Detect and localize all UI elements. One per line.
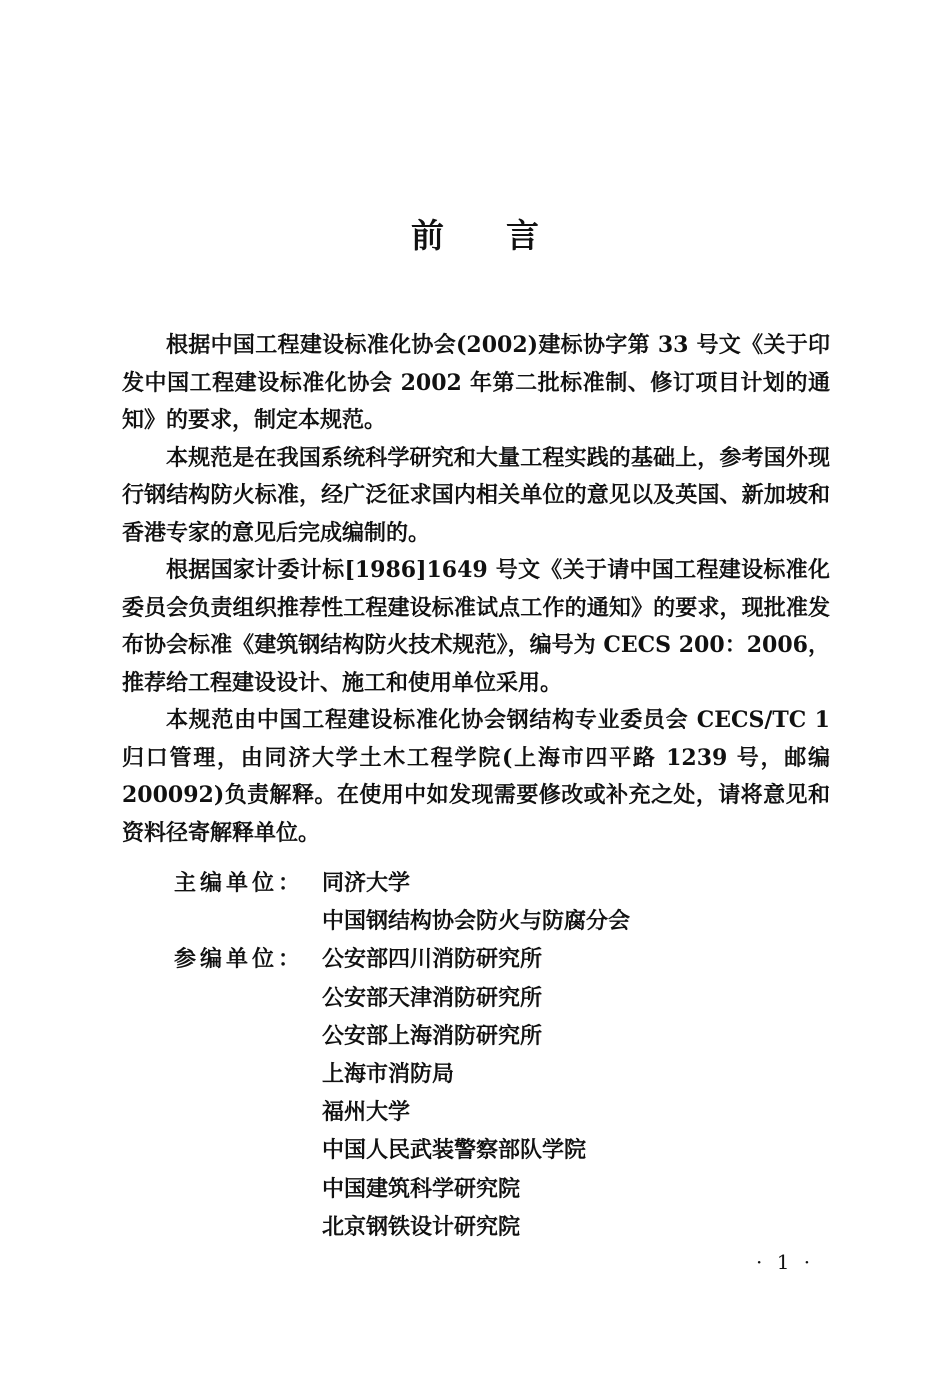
paragraph: 本规范是在我国系统科学研究和大量工程实践的基础上，参考国外现行钢结构防火标准，经广泛征求国内相关单位的意见以及英国、新加坡和香港专家的意见后完成编制的。: [122, 444, 830, 546]
participating-units-label: 参编单位：: [174, 946, 305, 973]
chief-units: [122, 864, 830, 940]
unit-item: 公安部四川消防研究所: [322, 946, 543, 973]
units-section: [122, 864, 830, 1246]
chief-units-label: 主编单位：: [174, 870, 305, 896]
unit-item: 公安部上海消防研究所: [322, 1022, 543, 1049]
paragraph: 根据国家计委计标[1986]1649 号文《关于请中国工程建设标准化委员会负责组织推荐性工程建设标准试点工作的通知》的要求，现批准发布协会标准《建筑钢结构防火技术规范》，编号为 CECS 200：2006，推荐给工程建设设计、施工和使用单位采用。: [122, 557, 830, 696]
chief-units-list: [322, 864, 630, 940]
unit-item: 中国人民武装警察部队学院: [322, 1137, 587, 1164]
unit-item: 同济大学: [322, 870, 411, 896]
participating-units: [122, 940, 830, 1246]
page-title: 前言: [411, 216, 601, 255]
page-number: · 1 ·: [756, 1250, 815, 1274]
unit-item: 北京钢铁设计研究院: [322, 1213, 521, 1240]
unit-item: 福州大学: [322, 1099, 411, 1126]
preface-body: [122, 327, 830, 852]
unit-item: 公安部天津消防研究所: [322, 984, 543, 1011]
paragraph: 根据中国工程建设标准化协会(2002)建标协字第 33 号文《关于印发中国工程建设标准化协会 2002 年第二批标准制、修订项目计划的通知》的要求，制定本规范。: [122, 332, 830, 433]
unit-item: 上海市消防局: [322, 1061, 455, 1088]
unit-item: 中国建筑科学研究院: [322, 1175, 521, 1202]
unit-item: 中国钢结构协会防火与防腐分会: [322, 908, 631, 935]
participating-units-list: [322, 940, 586, 1246]
paragraph: 本规范由中国工程建设标准化协会钢结构专业委员会 CECS/TC 1 归口管理，由同济大学土木工程学院(上海市四平路 1239 号，邮编 200092)负责解释。在使用中如发现需要修改或补充之处，请将意见和资料径寄解释单位。: [122, 707, 830, 846]
